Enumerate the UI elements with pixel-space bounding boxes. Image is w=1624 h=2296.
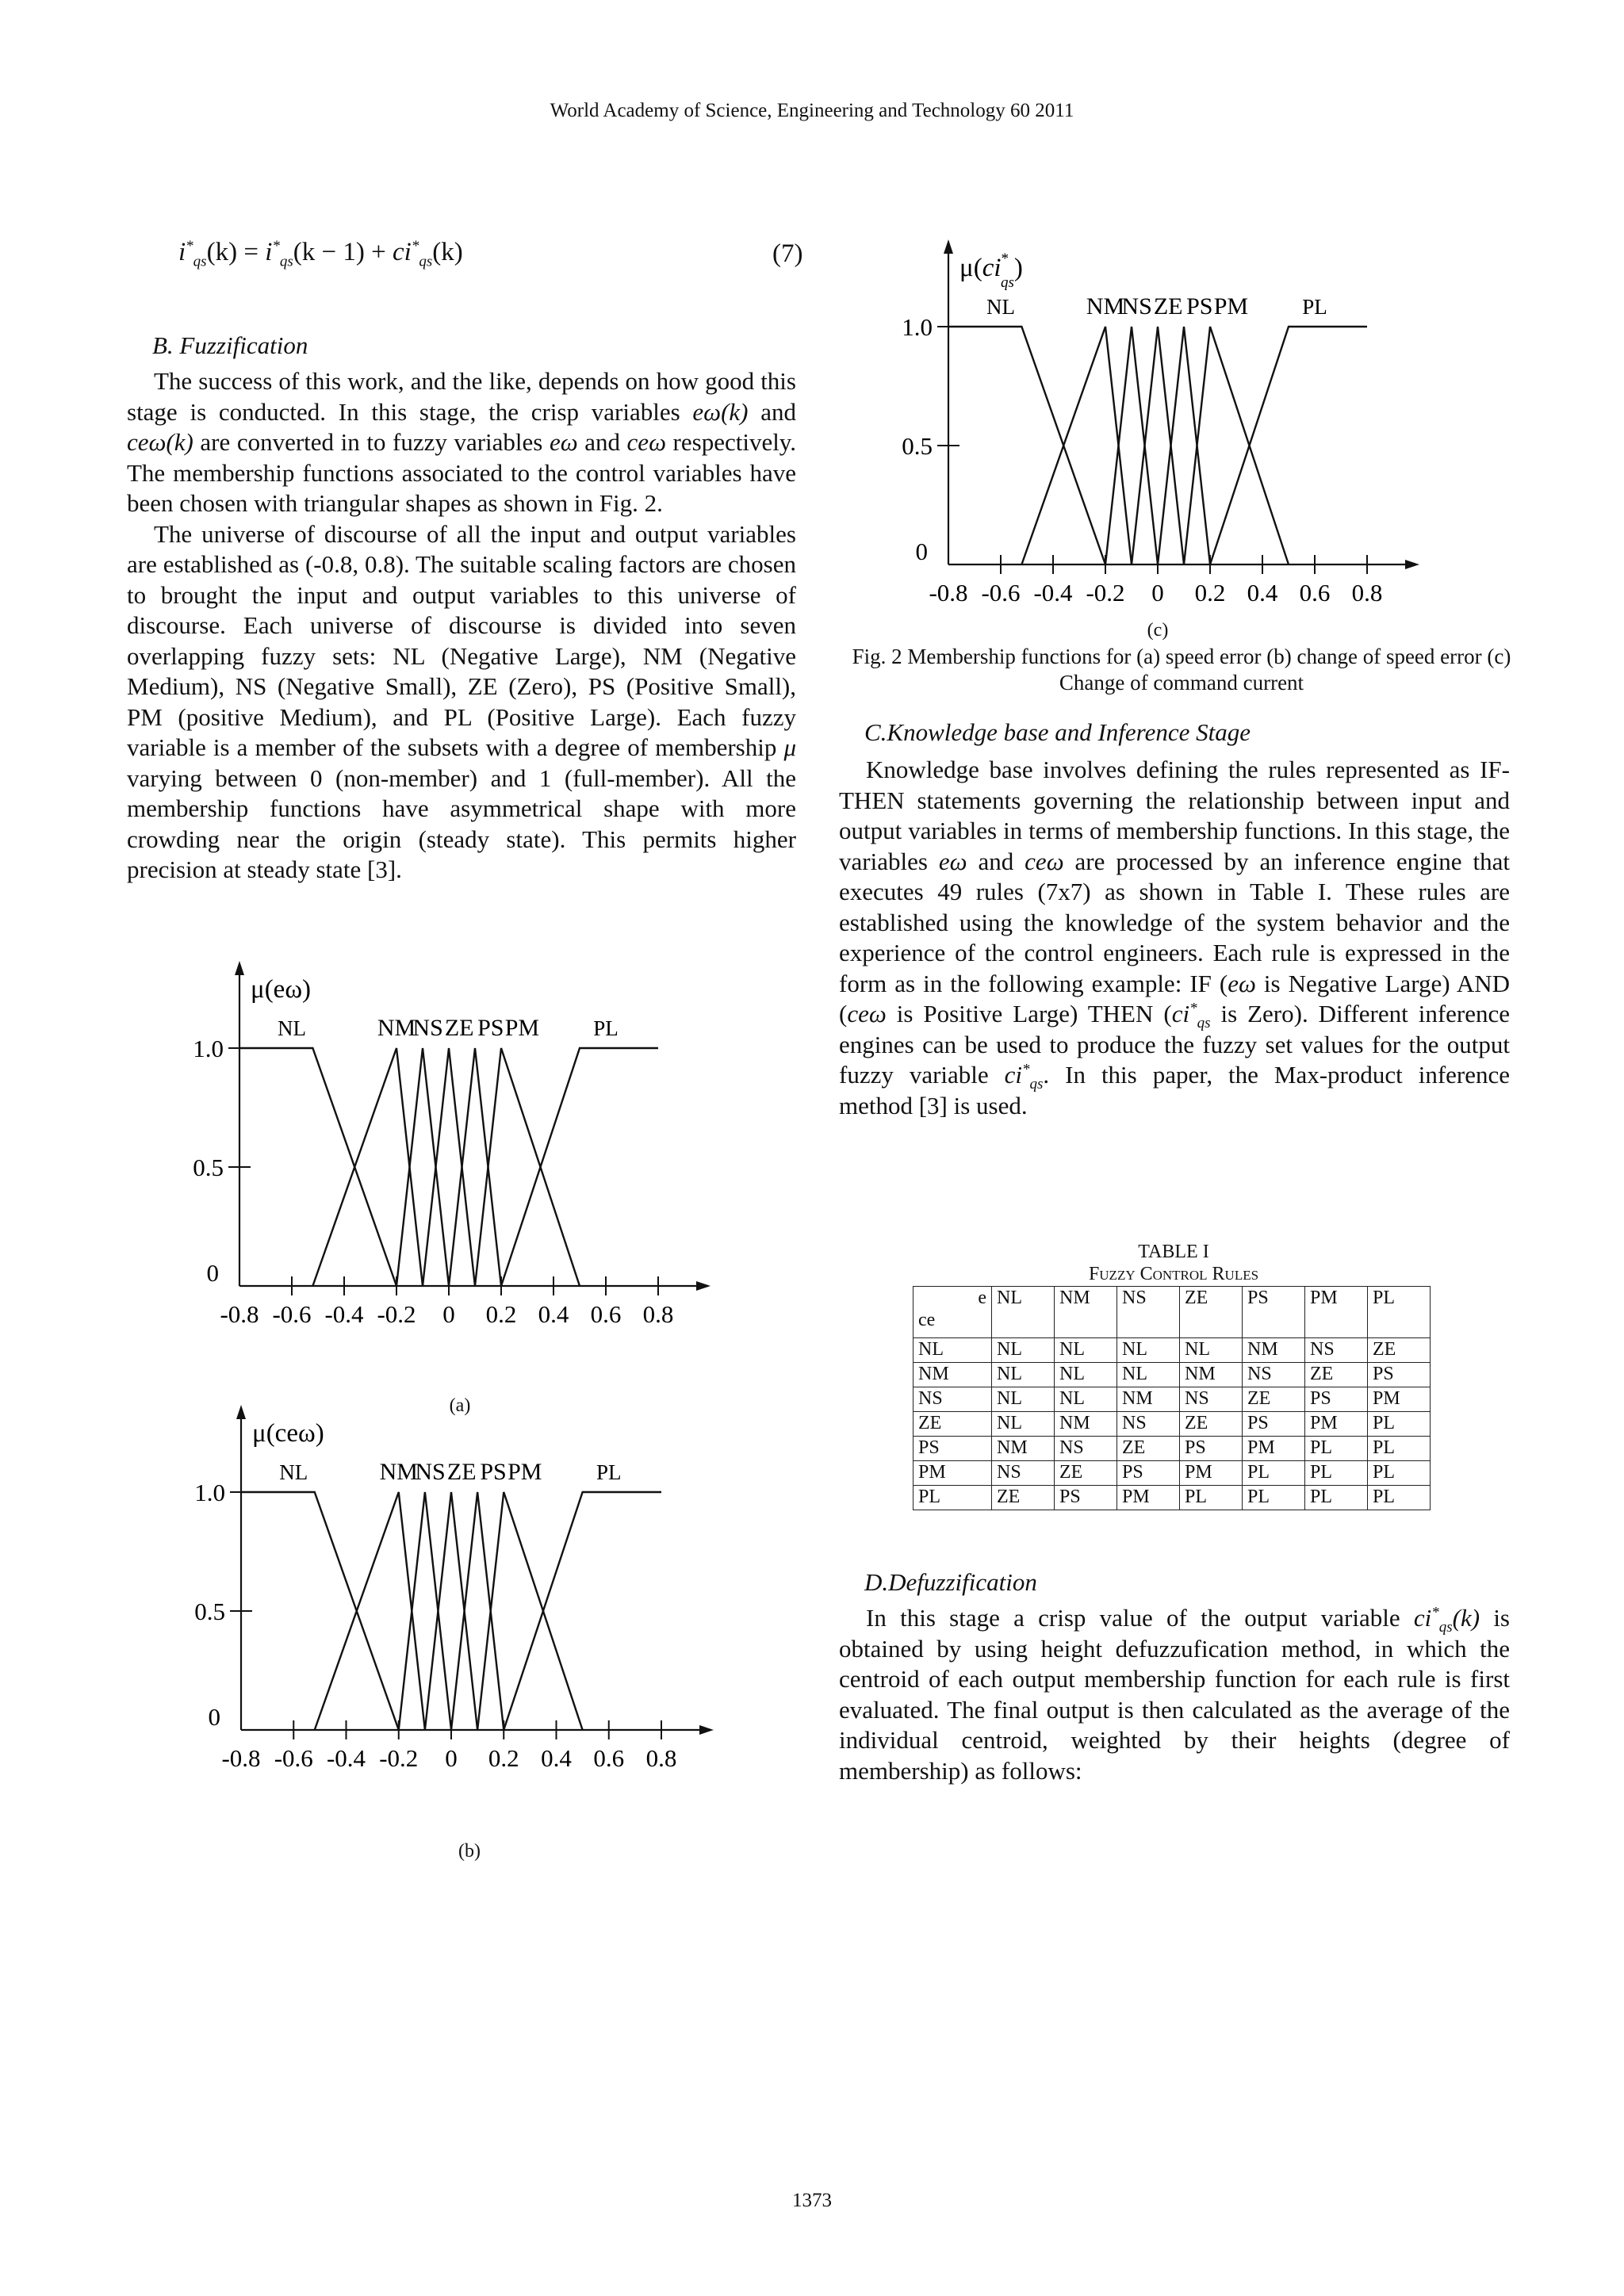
table-cell: NS (1243, 1363, 1305, 1387)
x-tick-label: 0.8 (642, 1300, 674, 1328)
section-heading-fuzzification: B. Fuzzification (152, 331, 308, 359)
subfigure-label-a: (a) (449, 1395, 471, 1416)
table-title: TABLE I (1138, 1242, 1209, 1262)
row-header: NM (914, 1363, 992, 1387)
mf-line-ns (396, 1048, 449, 1286)
fuzzification-text (127, 366, 796, 886)
y-tick-label: 0.5 (902, 432, 933, 460)
y-tick-label: 0 (208, 1703, 220, 1731)
column-header: PL (1368, 1287, 1431, 1338)
table-cell: ZE (992, 1486, 1055, 1510)
x-tick-label: 0.2 (1194, 579, 1226, 607)
x-tick-label: 0.4 (541, 1744, 572, 1772)
table-cell: NM (1117, 1387, 1180, 1412)
set-label-ps: PS (477, 1015, 504, 1041)
table-cell: NM (1243, 1338, 1305, 1363)
set-label-ze: ZE (446, 1459, 477, 1485)
x-tick-label: 0.4 (1247, 579, 1278, 607)
running-header: World Academy of Science, Engineering and Technology 60 2011 (550, 100, 1074, 121)
y-tick-label: 0 (206, 1259, 219, 1287)
row-header: NS (914, 1387, 992, 1412)
mf-line-ns (1105, 327, 1158, 564)
table-cell: NL (992, 1412, 1055, 1437)
x-tick-label: 0.6 (1299, 579, 1331, 607)
x-tick-label: -0.4 (324, 1300, 364, 1328)
mf-line-nl (241, 1492, 399, 1730)
table-cell: NM (1055, 1412, 1117, 1437)
x-tick-label: 0.6 (590, 1300, 622, 1328)
table-cell: PS (1180, 1437, 1243, 1461)
subfigure-label-b: (b) (458, 1841, 481, 1862)
set-label-ps: PS (480, 1459, 507, 1485)
column-header: NM (1055, 1287, 1117, 1338)
table-cell: PM (1305, 1412, 1368, 1437)
x-tick-label: -0.2 (379, 1744, 419, 1772)
row-header: PL (914, 1486, 992, 1510)
y-tick-label: 0 (915, 538, 928, 565)
set-label-pl: PL (593, 1016, 619, 1040)
chart-b (159, 1419, 761, 1792)
table-cell: PL (1368, 1461, 1431, 1486)
table-cell: PL (1243, 1461, 1305, 1486)
x-tick-label: -0.4 (326, 1744, 366, 1772)
set-label-nm: NM (379, 1459, 418, 1485)
table-cell: PS (1117, 1461, 1180, 1486)
chart-c (864, 230, 1467, 626)
paragraph: The success of this work, and the like, depends on how good this stage is conducted. In this stage, the crisp variables eω(k) and ceω(k) are converted in to fuzzy variables eω and ceω respectively. The membership functions associated to the control variables have been chosen with triangular shapes as shown in Fig. 2. (127, 367, 797, 517)
table-cell: PS (1305, 1387, 1368, 1412)
x-tick-label: 0.4 (538, 1300, 569, 1328)
x-tick-label: -0.8 (221, 1744, 261, 1772)
mf-line-ps (451, 1492, 504, 1730)
set-label-pm: PM (504, 1015, 540, 1041)
set-label-ns: NS (412, 1015, 443, 1041)
table-cell: NS (1117, 1412, 1180, 1437)
row-header: ZE (914, 1412, 992, 1437)
mf-line-pm (475, 1048, 580, 1286)
y-axis-arrow (236, 1405, 246, 1419)
mf-line-ze (423, 1048, 475, 1286)
mf-line-nm (312, 1048, 423, 1286)
x-axis-arrow (699, 1725, 714, 1735)
set-label-pm: PM (508, 1459, 542, 1485)
table-cell: NM (1180, 1363, 1243, 1387)
mf-line-ze (425, 1492, 477, 1730)
column-header: NS (1117, 1287, 1180, 1338)
x-tick-label: 0 (1151, 579, 1164, 607)
table-row (914, 1387, 1431, 1412)
table-cell: PL (1368, 1437, 1431, 1461)
table-row (914, 1412, 1431, 1437)
table-cell: ZE (1368, 1338, 1431, 1363)
mf-line-ps (1158, 327, 1210, 564)
table-cell: PM (1243, 1437, 1305, 1461)
section-heading-knowledge-base: C.Knowledge base and Inference Stage (864, 718, 1251, 746)
table-cell: NL (1055, 1387, 1117, 1412)
y-axis-arrow (235, 961, 244, 975)
paragraph: In this stage a crisp value of the output variable $ci^*_{qs}(k)$ is obtained by using height defuzzufication method, in which the centroid of each output membership function for each rule is first evaluated. The final output is then calculated as the average of the individual centroid, weighted by their heights (degree of membership) as follows: (839, 1604, 1510, 1785)
x-tick-label: 0.8 (1351, 579, 1383, 607)
table-cell: NS (992, 1461, 1055, 1486)
mf-line-ze (1132, 327, 1184, 564)
equation-number: (7) (772, 239, 803, 268)
table-row (914, 1461, 1431, 1486)
set-label-ps: PS (1186, 293, 1213, 320)
table-cell: PS (1243, 1412, 1305, 1437)
y-axis-label: μ(ci* qs) (959, 251, 1023, 291)
table-corner-cell (914, 1287, 992, 1338)
rules-table-wrapper (913, 1286, 1431, 1510)
table-cell: PS (1368, 1363, 1431, 1387)
mf-line-nl (239, 1048, 396, 1286)
set-label-pm: PM (1213, 293, 1249, 320)
table-cell: PL (1305, 1437, 1368, 1461)
table-cell: PL (1368, 1412, 1431, 1437)
set-label-ze: ZE (444, 1015, 474, 1041)
x-tick-label: 0.6 (593, 1744, 625, 1772)
table-cell: PL (1305, 1461, 1368, 1486)
table-cell: NL (992, 1387, 1055, 1412)
table-cell: ZE (1117, 1437, 1180, 1461)
column-header: ZE (1180, 1287, 1243, 1338)
table-cell: NS (1055, 1437, 1117, 1461)
x-tick-label: -0.6 (981, 579, 1021, 607)
y-tick-label: 0.5 (194, 1598, 225, 1625)
table-cell: NS (1305, 1338, 1368, 1363)
x-tick-label: -0.8 (929, 579, 968, 607)
set-label-pl: PL (596, 1460, 622, 1484)
set-label-ze: ZE (1153, 293, 1183, 320)
table-cell: NM (992, 1437, 1055, 1461)
table-header-row (914, 1287, 1431, 1338)
table-cell: NL (1117, 1363, 1180, 1387)
table-cell: NL (1055, 1338, 1117, 1363)
table-cell: PM (1180, 1461, 1243, 1486)
y-axis-label: μ(ceω) (252, 1419, 324, 1448)
table-cell: NL (1117, 1338, 1180, 1363)
page-number: 1373 (792, 2190, 832, 2211)
column-header: PS (1243, 1287, 1305, 1338)
table-cell: PL (1305, 1486, 1368, 1510)
chart-a (159, 975, 761, 1348)
x-tick-label: 0.8 (645, 1744, 677, 1772)
table-row (914, 1338, 1431, 1363)
table-cell: PS (1055, 1486, 1117, 1510)
table-cell: NL (992, 1363, 1055, 1387)
mf-line-pl (1210, 327, 1367, 564)
table-cell: PM (1368, 1387, 1431, 1412)
equation-7: $i^*_{qs}(k) = i^*_{qs}(k - 1) + ci^*_{qs}(k)$ (178, 238, 463, 270)
x-tick-label: -0.2 (377, 1300, 416, 1328)
y-tick-label: 0.5 (193, 1154, 224, 1181)
table-cell: PL (1180, 1486, 1243, 1510)
paragraph: Knowledge base involves defining the rules represented as IF-THEN statements governing the relationship between input and output variables in terms of membership functions. In this stage, the variables eω and ceω are processed by an inference engine that executes 49 rules (7x7) as shown in Table I. These rules are established using the knowledge of the system behavior and the experience of the control engineers. Each rule is expressed in the form as in the following example: IF (eω is Negative Large) AND (ceω is Positive Large) THEN ($ci^*_{qs}$ is Zero). Different inference engines can be used to produce the fuzzy set values for the output fuzzy variable $ci^*_{qs}$. In this paper, the Max-product inference method [3] is used. (839, 756, 1511, 1119)
table-cell: NL (992, 1338, 1055, 1363)
row-header: NL (914, 1338, 992, 1363)
row-header: PS (914, 1437, 992, 1461)
table-row (914, 1363, 1431, 1387)
y-tick-label: 1.0 (193, 1035, 224, 1062)
x-tick-label: 0.2 (488, 1744, 519, 1772)
mf-line-pl (501, 1048, 658, 1286)
y-tick-label: 1.0 (902, 313, 933, 341)
paragraph: The universe of discourse of all the input and output variables are established as (-0.8, 0.8). The suitable scaling factors are chosen to brought the input and output variables to this universe of discourse. Each universe of discourse is divided into seven overlapping fuzzy sets: NL (Negative Large), NM (Negative Medium), NS (Negative Small), ZE (Zero), PS (Positive Small), PM (positive Medium), and PL (Positive Large). Each fuzzy variable is a member of the subsets with a degree of membership μ varying between 0 (non-member) and 1 (full-member). All the membership functions have asymmetrical shape with more crowding near the origin (steady state). This permits higher precision at steady state [3]. (127, 519, 797, 883)
x-tick-label: -0.4 (1033, 579, 1073, 607)
figure-caption: Fig. 2 Membership functions for (a) speed error (b) change of speed error (c) Change of command current (852, 645, 1511, 695)
table-cell: ZE (1243, 1387, 1305, 1412)
table-row (914, 1437, 1431, 1461)
set-label-nl: NL (986, 295, 1015, 319)
corner-label-e: e (978, 1288, 986, 1308)
row-header: PM (914, 1461, 992, 1486)
y-tick-label: 1.0 (194, 1479, 225, 1506)
set-label-nm: NM (377, 1015, 416, 1041)
y-axis-arrow (944, 239, 953, 254)
defuzzification-text (839, 1603, 1510, 1786)
table-cell: PL (1368, 1486, 1431, 1510)
mf-line-nl (948, 327, 1105, 564)
table-cell: ZE (1180, 1412, 1243, 1437)
x-tick-label: -0.6 (274, 1744, 313, 1772)
x-tick-label: 0 (442, 1300, 455, 1328)
set-label-ns: NS (1121, 293, 1152, 320)
section-heading-defuzzification: D.Defuzzification (864, 1568, 1037, 1596)
table-cell: NL (1180, 1338, 1243, 1363)
x-tick-label: -0.8 (220, 1300, 259, 1328)
set-label-nl: NL (279, 1460, 308, 1484)
corner-label-ce: ce (918, 1310, 936, 1330)
mf-line-nm (1021, 327, 1132, 564)
set-label-ns: NS (415, 1459, 446, 1485)
table-cell: PL (1243, 1486, 1305, 1510)
x-tick-label: 0 (445, 1744, 458, 1772)
table-row (914, 1486, 1431, 1510)
mf-line-pm (477, 1492, 583, 1730)
mf-line-pm (1184, 327, 1289, 564)
mf-line-pl (504, 1492, 661, 1730)
set-label-nl: NL (278, 1016, 306, 1040)
table-cell: NS (1180, 1387, 1243, 1412)
table-cell: PM (1117, 1486, 1180, 1510)
x-tick-label: -0.6 (272, 1300, 312, 1328)
mf-line-nm (315, 1492, 425, 1730)
subfigure-label-c: (c) (1147, 620, 1169, 641)
x-axis-arrow (1405, 560, 1419, 569)
set-label-pl: PL (1302, 295, 1327, 319)
table-subtitle: Fuzzy Control Rules (1088, 1264, 1259, 1284)
mf-line-ns (399, 1492, 451, 1730)
table-cell: ZE (1305, 1363, 1368, 1387)
mf-line-ps (449, 1048, 501, 1286)
rules-table (913, 1286, 1431, 1510)
x-tick-label: -0.2 (1086, 579, 1125, 607)
table-cell: NL (1055, 1363, 1117, 1387)
set-label-nm: NM (1086, 293, 1125, 320)
table-cell: ZE (1055, 1461, 1117, 1486)
column-header: PM (1305, 1287, 1368, 1338)
y-axis-label: μ(eω) (251, 975, 312, 1004)
x-tick-label: 0.2 (485, 1300, 517, 1328)
x-axis-arrow (696, 1281, 710, 1291)
column-header: NL (992, 1287, 1055, 1338)
knowledge-base-text (839, 755, 1510, 1121)
